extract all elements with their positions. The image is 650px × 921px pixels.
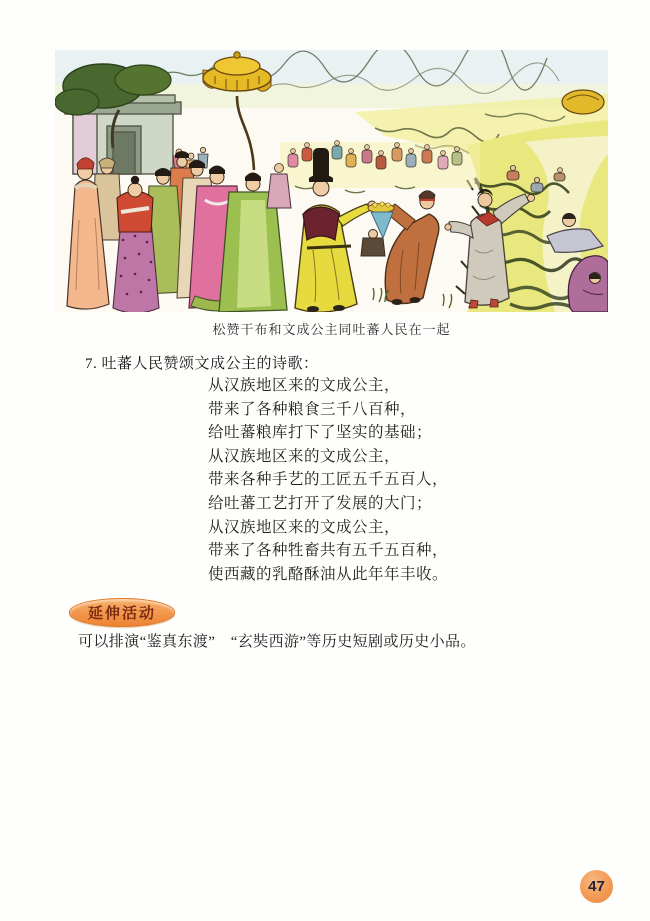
poem-line: 给吐蕃工艺打开了发展的大门； <box>208 494 433 512</box>
extension-activity-text: 可以排演“鉴真东渡” “玄奘西游”等历史短剧或历史小品。 <box>78 634 476 650</box>
page-number-badge <box>580 870 613 903</box>
extension-activity-badge-label: 延伸活动 <box>87 605 156 622</box>
poem-line: 从汉族地区来的文成公主， <box>208 447 401 465</box>
poem-line: 从汉族地区来的文成公主， <box>208 518 401 536</box>
poem-line: 从汉族地区来的文成公主， <box>208 377 401 394</box>
page-number-text: 47 <box>588 878 605 895</box>
figure-caption: 松赞干布和文成公主同吐蕃人民在一起 <box>212 322 451 337</box>
poem-line: 带来了各种粮食三千八百种， <box>208 400 417 418</box>
poem-line: 给吐蕃粮库打下了坚实的基础； <box>208 424 433 442</box>
section-heading: 7. 吐蕃人民赞颂文成公主的诗歌： <box>85 356 319 372</box>
illustration-scene <box>55 50 608 312</box>
illustration <box>55 50 608 312</box>
poem-line: 带来各种手艺的工匠五千五百人， <box>208 471 449 489</box>
poem-line: 带来了各种牲畜共有五千五百种， <box>208 542 449 560</box>
poem-line: 使西藏的乳酪酥油从此年年丰收。 <box>208 565 449 583</box>
poem <box>208 374 448 586</box>
extension-activity-badge <box>69 598 175 627</box>
